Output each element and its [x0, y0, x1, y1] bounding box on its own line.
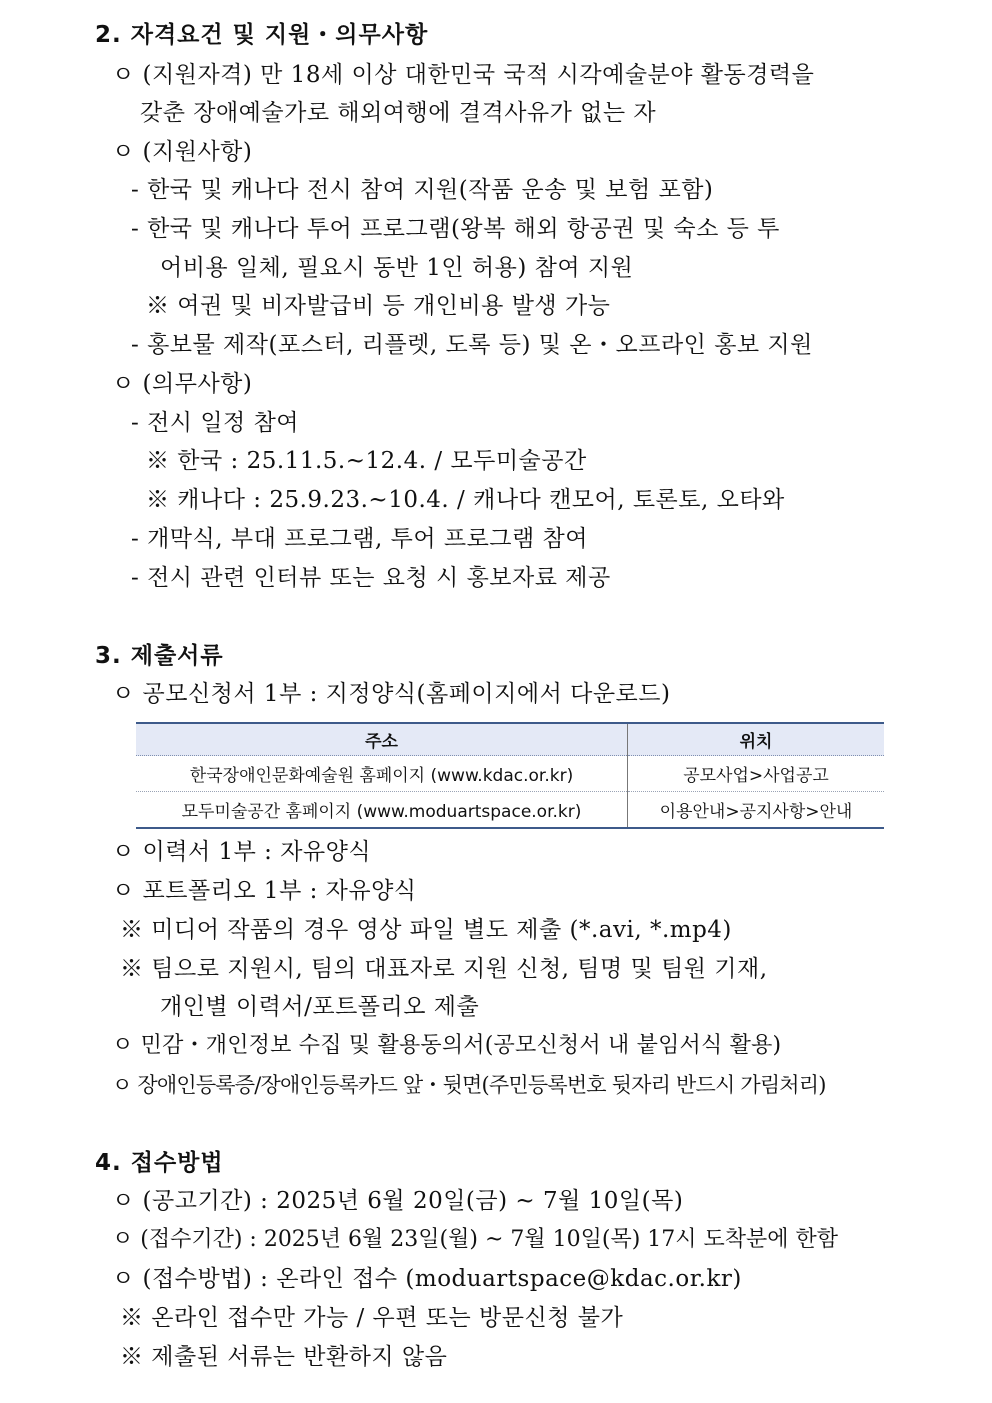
support-heading: ㅇ (지원사항)	[112, 139, 253, 165]
eligibility-line-1: ㅇ (지원자격) 만 18세 이상 대한민국 국적 시각예술분야 활동경력을	[112, 62, 815, 88]
table-cell-location: 공모사업>사업공고	[628, 756, 885, 792]
duty-note-canada: ※ 캐나다 : 25.9.23.~10.4. / 캐나다 캔모어, 토론토, 오타와	[146, 487, 785, 513]
address-table	[136, 722, 884, 829]
duty-item-3: - 전시 관련 인터뷰 또는 요청 시 홍보자료 제공	[131, 565, 611, 591]
note-media: ※ 미디어 작품의 경우 영상 파일 별도 제출 (*.avi, *.mp4)	[120, 917, 732, 943]
section-2-title: 2. 자격요건 및 지원・의무사항	[95, 22, 429, 48]
table-cell-location: 이용안내>공지사항>안내	[628, 792, 885, 829]
support-item-2-line-1: - 한국 및 캐나다 투어 프로그램(왕복 해외 항공권 및 숙소 등 투	[131, 216, 780, 242]
note-team-line-2: 개인별 이력서/포트폴리오 제출	[160, 994, 480, 1020]
table-header-location: 위치	[628, 723, 885, 756]
doc-resume: ㅇ 이력서 1부 : 자유양식	[112, 839, 372, 865]
support-item-2-line-2: 어비용 일체, 필요시 동반 1인 허용) 참여 지원	[160, 255, 634, 281]
table-row	[136, 792, 884, 829]
table-row	[136, 756, 884, 792]
announce-period: ㅇ (공고기간) : 2025년 6월 20일(금) ~ 7월 10일(목)	[112, 1188, 684, 1214]
eligibility-line-2: 갖춘 장애예술가로 해외여행에 결격사유가 없는 자	[140, 100, 657, 126]
support-note: ※ 여권 및 비자발급비 등 개인비용 발생 가능	[146, 293, 611, 319]
doc-portfolio: ㅇ 포트폴리오 1부 : 자유양식	[112, 878, 417, 904]
section-4-title: 4. 접수방법	[95, 1150, 224, 1176]
note-team-line-1: ※ 팀으로 지원시, 팀의 대표자로 지원 신청, 팀명 및 팀원 기재,	[120, 956, 768, 982]
receipt-period: ㅇ (접수기간) : 2025년 6월 23일(월) ~ 7월 10일(목) 17시 도착분에 한함	[112, 1227, 839, 1252]
doc-disability: ㅇ 장애인등록증/장애인등록카드 앞・뒷면(주민등록번호 뒷자리 반드시 가림처리)	[112, 1073, 826, 1097]
table-header-address: 주소	[136, 723, 628, 756]
note-no-return: ※ 제출된 서류는 반환하지 않음	[120, 1344, 448, 1370]
table-cell-address: 모두미술공간 홈페이지 (www.moduartspace.or.kr)	[136, 792, 628, 829]
support-item-3: - 홍보물 제작(포스터, 리플렛, 도록 등) 및 온・오프라인 홍보 지원	[131, 332, 813, 358]
section-3-title: 3. 제출서류	[95, 643, 224, 669]
duty-heading: ㅇ (의무사항)	[112, 371, 253, 397]
doc-application: ㅇ 공모신청서 1부 : 지정양식(홈페이지에서 다운로드)	[112, 681, 671, 707]
table-header-row	[136, 723, 884, 756]
duty-item-1: - 전시 일정 참여	[131, 410, 300, 436]
duty-note-korea: ※ 한국 : 25.11.5.~12.4. / 모두미술공간	[146, 448, 587, 474]
duty-item-2: - 개막식, 부대 프로그램, 투어 프로그램 참여	[131, 526, 588, 552]
table-cell-address: 한국장애인문화예술원 홈페이지 (www.kdac.or.kr)	[136, 756, 628, 792]
receipt-method: ㅇ (접수방법) : 온라인 접수 (moduartspace@kdac.or.kr)	[112, 1266, 742, 1292]
note-online-only: ※ 온라인 접수만 가능 / 우편 또는 방문신청 불가	[120, 1305, 624, 1331]
support-item-1: - 한국 및 캐나다 전시 참여 지원(작품 운송 및 보험 포함)	[131, 177, 714, 203]
doc-consent: ㅇ 민감・개인정보 수집 및 활용동의서(공모신청서 내 붙임서식 활용)	[112, 1033, 782, 1058]
